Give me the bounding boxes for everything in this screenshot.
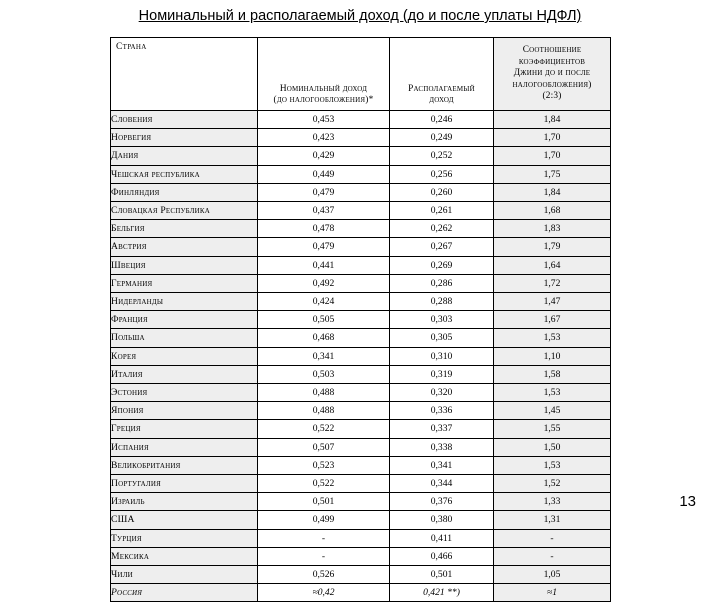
cell-country: Бельгия	[111, 220, 258, 238]
cell-disposable-income: 0,260	[390, 183, 494, 201]
table-row	[111, 566, 611, 584]
cell-gini-ratio: 1,55	[494, 420, 611, 438]
column-header-gini-ratio	[494, 38, 611, 111]
cell-gini-ratio: 1,45	[494, 402, 611, 420]
cell-country: Финляндия	[111, 183, 258, 201]
cell-country: Россия	[111, 584, 258, 602]
table-row	[111, 365, 611, 383]
cell-nominal-income: 0,429	[258, 147, 390, 165]
cell-nominal-income: 0,523	[258, 456, 390, 474]
table-header-row	[111, 38, 611, 111]
cell-country: США	[111, 511, 258, 529]
cell-nominal-income: 0,507	[258, 438, 390, 456]
cell-gini-ratio: 1,64	[494, 256, 611, 274]
table-row	[111, 311, 611, 329]
column-header-nominal-line1: Номинальный доход	[279, 83, 368, 94]
cell-disposable-income: 0,305	[390, 329, 494, 347]
cell-nominal-income: 0,424	[258, 293, 390, 311]
cell-disposable-income: 0,344	[390, 475, 494, 493]
cell-nominal-income: 0,441	[258, 256, 390, 274]
cell-disposable-income: 0,338	[390, 438, 494, 456]
page-title: Номинальный и располагаемый доход (до и после уплаты НДФЛ)	[138, 8, 582, 24]
table-row	[111, 456, 611, 474]
column-header-nominal-line2: (до налогообложения)*	[273, 95, 374, 106]
cell-disposable-income: 0,261	[390, 202, 494, 220]
table-row	[111, 183, 611, 201]
cell-disposable-income: 0,288	[390, 293, 494, 311]
cell-disposable-income: 0,421 **)	[390, 584, 494, 602]
cell-gini-ratio: 1,70	[494, 147, 611, 165]
cell-disposable-income: 0,246	[390, 111, 494, 129]
table-row	[111, 238, 611, 256]
cell-disposable-income: 0,269	[390, 256, 494, 274]
cell-gini-ratio: 1,75	[494, 165, 611, 183]
cell-disposable-income: 0,341	[390, 456, 494, 474]
cell-nominal-income: 0,437	[258, 202, 390, 220]
column-header-disposable-line1: Располагаемый	[408, 83, 475, 94]
table-row	[111, 293, 611, 311]
column-header-nominal-income	[258, 38, 390, 111]
cell-gini-ratio: 1,05	[494, 566, 611, 584]
cell-country: Дания	[111, 147, 258, 165]
cell-disposable-income: 0,466	[390, 547, 494, 565]
cell-nominal-income: ≈0,42	[258, 584, 390, 602]
cell-gini-ratio: 1,52	[494, 475, 611, 493]
column-header-ratio-line5: (2:3)	[542, 91, 562, 102]
table-row	[111, 147, 611, 165]
table-row	[111, 165, 611, 183]
cell-gini-ratio: 1,84	[494, 183, 611, 201]
table-row	[111, 329, 611, 347]
cell-nominal-income: -	[258, 547, 390, 565]
table-row	[111, 256, 611, 274]
cell-country: Польша	[111, 329, 258, 347]
table-row	[111, 438, 611, 456]
column-header-ratio-line1: Соотношение	[522, 44, 582, 55]
cell-nominal-income: 0,479	[258, 238, 390, 256]
cell-country: Португалия	[111, 475, 258, 493]
cell-country: Турция	[111, 529, 258, 547]
cell-disposable-income: 0,252	[390, 147, 494, 165]
cell-nominal-income: 0,479	[258, 183, 390, 201]
cell-gini-ratio: 1,58	[494, 365, 611, 383]
table-row	[111, 584, 611, 602]
cell-disposable-income: 0,256	[390, 165, 494, 183]
cell-nominal-income: 0,478	[258, 220, 390, 238]
cell-disposable-income: 0,337	[390, 420, 494, 438]
cell-nominal-income: 0,468	[258, 329, 390, 347]
cell-disposable-income: 0,319	[390, 365, 494, 383]
cell-country: Испания	[111, 438, 258, 456]
cell-gini-ratio: 1,31	[494, 511, 611, 529]
cell-gini-ratio: 1,84	[494, 111, 611, 129]
cell-country: Словацкая Республика	[111, 202, 258, 220]
table-row	[111, 547, 611, 565]
cell-country: Мексика	[111, 547, 258, 565]
cell-country: Чили	[111, 566, 258, 584]
cell-gini-ratio: 1,53	[494, 384, 611, 402]
table-row	[111, 347, 611, 365]
cell-gini-ratio: 1,67	[494, 311, 611, 329]
cell-gini-ratio: 1,68	[494, 202, 611, 220]
column-header-ratio-line4: налогообложения)	[512, 79, 592, 90]
column-header-disposable-line2: доход	[429, 95, 454, 106]
cell-country: Чешская республика	[111, 165, 258, 183]
cell-gini-ratio: 1,10	[494, 347, 611, 365]
cell-gini-ratio: 1,79	[494, 238, 611, 256]
cell-country: Германия	[111, 274, 258, 292]
cell-disposable-income: 0,310	[390, 347, 494, 365]
table-row	[111, 493, 611, 511]
table-row	[111, 111, 611, 129]
table-row	[111, 202, 611, 220]
cell-disposable-income: 0,249	[390, 129, 494, 147]
cell-country: Австрия	[111, 238, 258, 256]
cell-gini-ratio: -	[494, 547, 611, 565]
cell-gini-ratio: 1,53	[494, 329, 611, 347]
table-row	[111, 220, 611, 238]
cell-disposable-income: 0,336	[390, 402, 494, 420]
cell-nominal-income: 0,522	[258, 475, 390, 493]
cell-disposable-income: 0,376	[390, 493, 494, 511]
cell-disposable-income: 0,286	[390, 274, 494, 292]
cell-country: Нидерланды	[111, 293, 258, 311]
cell-gini-ratio: 1,70	[494, 129, 611, 147]
table-row	[111, 420, 611, 438]
cell-gini-ratio: 1,72	[494, 274, 611, 292]
cell-disposable-income: 0,501	[390, 566, 494, 584]
cell-gini-ratio: -	[494, 529, 611, 547]
column-header-ratio-line3: Джини до и после	[513, 68, 591, 79]
cell-nominal-income: 0,522	[258, 420, 390, 438]
column-header-country: Страна	[111, 38, 258, 111]
cell-nominal-income: 0,453	[258, 111, 390, 129]
cell-disposable-income: 0,303	[390, 311, 494, 329]
cell-gini-ratio: 1,50	[494, 438, 611, 456]
table-row	[111, 511, 611, 529]
table-row	[111, 402, 611, 420]
cell-gini-ratio: ≈1	[494, 584, 611, 602]
table-row	[111, 475, 611, 493]
column-header-ratio-line2: коэффициентов	[518, 56, 586, 67]
cell-disposable-income: 0,320	[390, 384, 494, 402]
cell-gini-ratio: 1,47	[494, 293, 611, 311]
column-header-disposable-income	[390, 38, 494, 111]
cell-country: Эстония	[111, 384, 258, 402]
cell-country: Корея	[111, 347, 258, 365]
cell-country: Япония	[111, 402, 258, 420]
cell-country: Франция	[111, 311, 258, 329]
cell-country: Греция	[111, 420, 258, 438]
page-number: 13	[679, 493, 696, 510]
cell-nominal-income: -	[258, 529, 390, 547]
cell-gini-ratio: 1,33	[494, 493, 611, 511]
table-row	[111, 274, 611, 292]
cell-nominal-income: 0,488	[258, 384, 390, 402]
cell-nominal-income: 0,503	[258, 365, 390, 383]
cell-country: Израиль	[111, 493, 258, 511]
cell-country: Великобритания	[111, 456, 258, 474]
cell-nominal-income: 0,492	[258, 274, 390, 292]
cell-country: Норвегия	[111, 129, 258, 147]
cell-nominal-income: 0,499	[258, 511, 390, 529]
cell-nominal-income: 0,526	[258, 566, 390, 584]
cell-disposable-income: 0,267	[390, 238, 494, 256]
income-table	[110, 37, 611, 602]
table-row	[111, 529, 611, 547]
cell-country: Швеция	[111, 256, 258, 274]
cell-nominal-income: 0,449	[258, 165, 390, 183]
cell-nominal-income: 0,505	[258, 311, 390, 329]
income-table-container	[110, 37, 610, 602]
cell-disposable-income: 0,411	[390, 529, 494, 547]
table-row	[111, 129, 611, 147]
table-header	[111, 38, 611, 111]
cell-disposable-income: 0,262	[390, 220, 494, 238]
cell-nominal-income: 0,341	[258, 347, 390, 365]
table-row	[111, 384, 611, 402]
table-body	[111, 111, 611, 602]
cell-country: Словения	[111, 111, 258, 129]
cell-gini-ratio: 1,53	[494, 456, 611, 474]
cell-nominal-income: 0,488	[258, 402, 390, 420]
cell-nominal-income: 0,501	[258, 493, 390, 511]
cell-gini-ratio: 1,83	[494, 220, 611, 238]
cell-nominal-income: 0,423	[258, 129, 390, 147]
cell-country: Италия	[111, 365, 258, 383]
cell-disposable-income: 0,380	[390, 511, 494, 529]
